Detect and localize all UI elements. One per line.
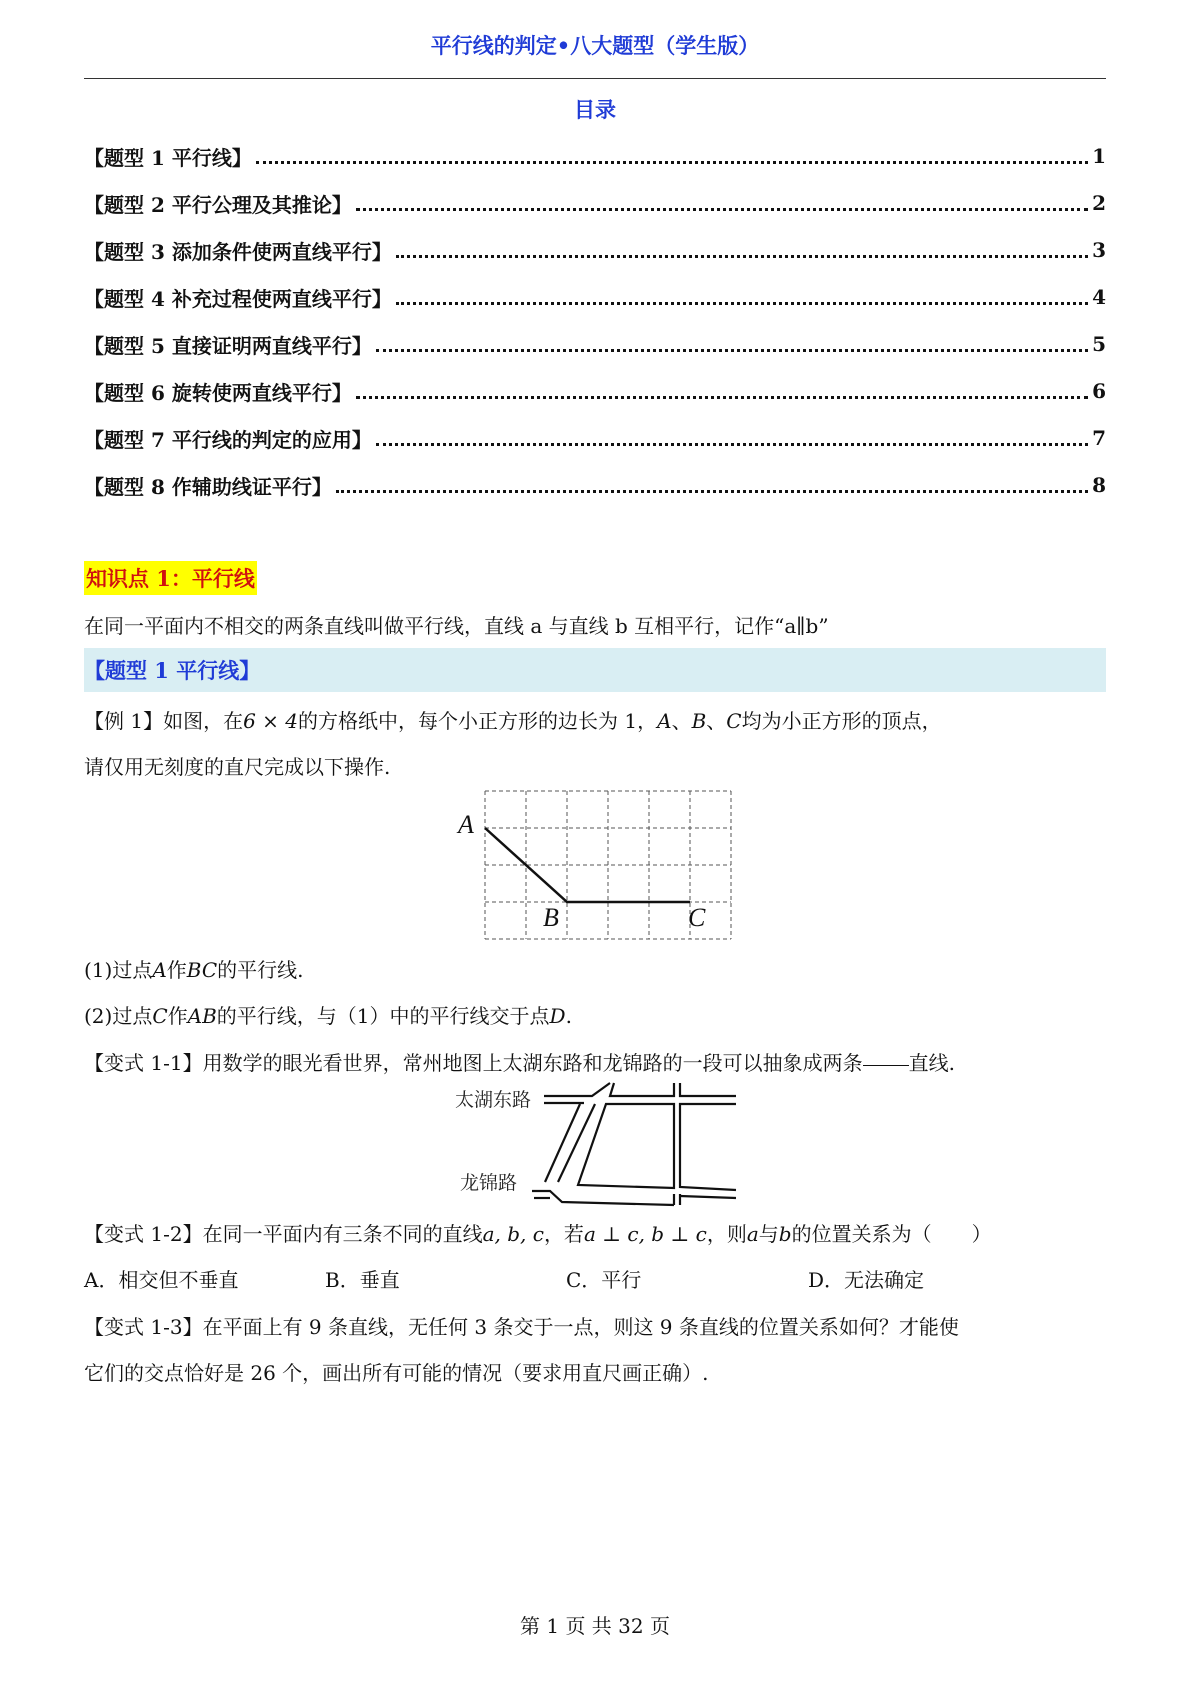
- text-run: 的平行线.: [217, 958, 304, 982]
- toc-entry-6[interactable]: [84, 377, 1106, 405]
- toc-entry-label: 【题型 5 直接证明两直线平行】: [84, 333, 372, 358]
- page-title: 平行线的判定•八大题型（学生版）: [430, 33, 760, 58]
- section-header: [84, 648, 1106, 692]
- option-d[interactable]: D．无法确定: [808, 1268, 925, 1292]
- toc-entry-label: 【题型 7 平行线的判定的应用】: [84, 427, 372, 452]
- toc-entry-4[interactable]: [84, 283, 1106, 311]
- label-b: B: [543, 903, 559, 932]
- text-run: (1)过点: [84, 958, 153, 982]
- toc-entry-label: 【题型 8 作辅助线证平行】: [84, 474, 332, 499]
- text-run: 均为小正方形的顶点，: [741, 709, 942, 733]
- toc-page-number: 2: [1092, 191, 1106, 215]
- toc-entry-label: 【题型 6 旋转使两直线平行】: [84, 380, 352, 405]
- variant-1-3-line-1: 【变式 1-3】在平面上有 9 条直线，无任何 3 条交于一点，则这 9 条直线的位置关系如何？才能使: [84, 1315, 959, 1339]
- road-map-figure: [450, 1082, 740, 1206]
- line-label: AB: [187, 1004, 217, 1028]
- toc-leader-dots: [356, 396, 1088, 399]
- text-run: 作: [166, 958, 187, 982]
- point-label: B: [691, 709, 707, 733]
- toc-leader-dots: [336, 490, 1088, 493]
- variant-1-3-line-2: 它们的交点恰好是 26 个，画出所有可能的情况（要求用直尺画正确）.: [84, 1361, 709, 1385]
- toc-entry-label: 【题型 2 平行公理及其推论】: [84, 192, 352, 217]
- text-run: 的位置关系为（ ）: [791, 1222, 992, 1246]
- toc-leader-dots: [396, 255, 1088, 258]
- toc-entry-5[interactable]: [84, 330, 1106, 358]
- example-1-question-2: [84, 1000, 572, 1029]
- road-lines: [532, 1083, 736, 1205]
- option-c[interactable]: C．平行: [566, 1268, 642, 1292]
- toc-page-number: 7: [1092, 426, 1106, 450]
- text-run: 的方格纸中，每个小正方形的边长为 1，: [298, 709, 658, 733]
- answer-blank[interactable]: [863, 1065, 909, 1066]
- text-run: 【变式 1-2】在同一平面内有三条不同的直线: [84, 1222, 483, 1246]
- text-run: ，若: [543, 1222, 584, 1246]
- page-footer: 第 1 页 共 32 页: [520, 1614, 670, 1638]
- toc-entry-2[interactable]: [84, 189, 1106, 217]
- text-run: 、: [671, 709, 692, 733]
- example-1-question-1: [84, 954, 304, 983]
- label-c: C: [688, 903, 706, 932]
- toc-entry-8[interactable]: [84, 471, 1106, 499]
- grid-figure: [455, 784, 735, 944]
- option-a[interactable]: A．相交但不垂直: [84, 1268, 239, 1292]
- toc-leader-dots: [376, 349, 1088, 352]
- text-run: 作: [167, 1004, 188, 1028]
- toc-entry-label: 【题型 3 添加条件使两直线平行】: [84, 239, 392, 264]
- knowledge-point-text: 在同一平面内不相交的两条直线叫做平行线，直线 a 与直线 b 互相平行，记作“a∥b”: [84, 614, 829, 638]
- line-label: BC: [186, 958, 218, 982]
- road-label-taihu-east: 太湖东路: [455, 1089, 532, 1111]
- toc-entry-7[interactable]: [84, 424, 1106, 452]
- point-label: D: [549, 1004, 566, 1028]
- toc-page-number: 4: [1092, 285, 1106, 309]
- toc-leader-dots: [356, 208, 1088, 211]
- example-1-line-1: [84, 705, 942, 734]
- toc-entry-label: 【题型 4 补充过程使两直线平行】: [84, 286, 392, 311]
- toc-page-number: 8: [1092, 473, 1106, 497]
- point-label: C: [726, 709, 742, 733]
- toc-entry-3[interactable]: [84, 236, 1106, 264]
- text-run: (2)过点: [84, 1004, 153, 1028]
- toc-leader-dots: [376, 443, 1088, 446]
- point-label: C: [152, 1004, 168, 1028]
- toc-leader-dots: [396, 302, 1088, 305]
- toc-page-number: 5: [1092, 332, 1106, 356]
- example-1-line-2: 请仅用无刻度的直尺完成以下操作.: [84, 755, 391, 779]
- text-run: 与: [758, 1222, 779, 1246]
- variant-1-2-text: [84, 1218, 992, 1247]
- toc-page-number: 3: [1092, 238, 1106, 262]
- option-b[interactable]: B．垂直: [325, 1268, 400, 1292]
- header-divider: [84, 78, 1106, 79]
- toc-entry-1[interactable]: [84, 142, 1106, 170]
- section-title: 【题型 1 平行线】: [84, 658, 261, 683]
- math-var: a: [746, 1222, 759, 1246]
- math-var: b: [778, 1222, 792, 1246]
- toc-page-number: 6: [1092, 379, 1106, 403]
- text-run: 【例 1】如图，在: [84, 709, 244, 733]
- label-a: A: [458, 810, 474, 839]
- text-run: 直线.: [908, 1051, 955, 1075]
- text-run: 、: [706, 709, 727, 733]
- toc-leader-dots: [256, 161, 1088, 164]
- point-label: A: [657, 709, 672, 733]
- math-lines: a, b, c: [482, 1222, 544, 1246]
- road-label-longjin: 龙锦路: [460, 1172, 518, 1194]
- toc-entry-label: 【题型 1 平行线】: [84, 145, 252, 170]
- text-run: .: [565, 1004, 572, 1028]
- point-label: A: [152, 958, 167, 982]
- knowledge-point-title: 知识点 1：平行线: [84, 561, 257, 595]
- grid-size: 6 × 4: [243, 709, 299, 733]
- toc-page-number: 1: [1092, 144, 1106, 168]
- math-condition: a ⊥ c, b ⊥ c: [583, 1222, 707, 1246]
- variant-1-1-text: [84, 1047, 955, 1076]
- text-run: 的平行线，与（1）中的平行线交于点: [216, 1004, 550, 1028]
- text-run: 【变式 1-1】用数学的眼光看世界，常州地图上太湖东路和龙锦路的一段可以抽象成两条: [84, 1051, 863, 1075]
- text-run: ，则: [706, 1222, 747, 1246]
- toc-title: 目录: [574, 97, 616, 122]
